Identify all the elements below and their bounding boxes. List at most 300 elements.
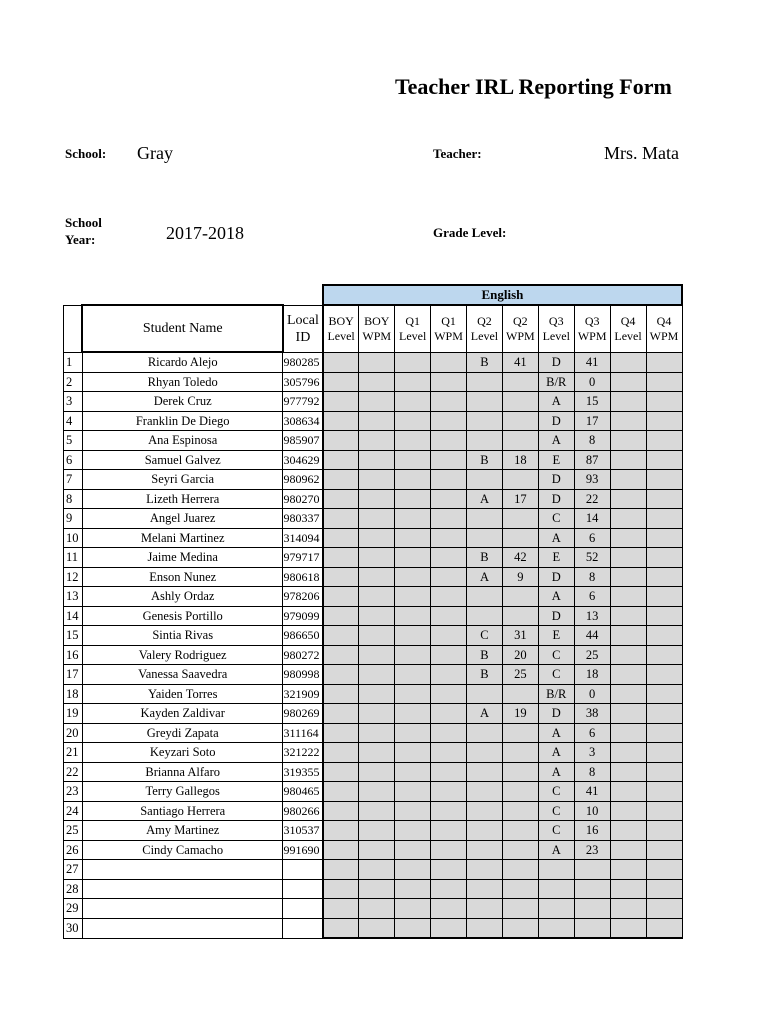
q2-wpm-cell[interactable]: 20 [502,645,538,665]
boy-level-cell[interactable] [323,431,359,451]
q1-wpm-cell[interactable] [431,352,467,372]
q4-level-cell[interactable] [610,509,646,529]
student-name-cell[interactable]: Derek Cruz [82,392,283,412]
q3-wpm-cell[interactable]: 0 [574,684,610,704]
q2-wpm-cell[interactable] [502,372,538,392]
local-id-cell[interactable]: 321909 [283,684,323,704]
q1-wpm-cell[interactable] [431,879,467,899]
q4-wpm-cell[interactable] [646,392,682,412]
student-name-cell[interactable]: Greydi Zapata [82,723,283,743]
boy-wpm-cell[interactable] [359,567,395,587]
student-name-cell[interactable]: Enson Nunez [82,567,283,587]
q4-level-cell[interactable] [610,860,646,880]
q1-level-cell[interactable] [395,489,431,509]
q3-level-cell[interactable]: E [538,626,574,646]
q1-wpm-cell[interactable] [431,567,467,587]
q2-wpm-cell[interactable] [502,918,538,938]
student-name-cell[interactable] [82,899,283,919]
q4-wpm-cell[interactable] [646,899,682,919]
local-id-cell[interactable]: 980618 [283,567,323,587]
q2-level-cell[interactable]: B [467,548,503,568]
q4-level-cell[interactable] [610,548,646,568]
q1-level-cell[interactable] [395,918,431,938]
q1-wpm-cell[interactable] [431,489,467,509]
q2-level-cell[interactable] [467,411,503,431]
q4-wpm-cell[interactable] [646,918,682,938]
q2-level-cell[interactable] [467,528,503,548]
boy-wpm-cell[interactable] [359,743,395,763]
q1-wpm-cell[interactable] [431,860,467,880]
q4-wpm-cell[interactable] [646,879,682,899]
q2-wpm-cell[interactable] [502,606,538,626]
q1-level-cell[interactable] [395,528,431,548]
q4-wpm-cell[interactable] [646,548,682,568]
q3-level-cell[interactable]: C [538,665,574,685]
q3-wpm-cell[interactable]: 87 [574,450,610,470]
boy-wpm-cell[interactable] [359,470,395,490]
q3-wpm-cell[interactable]: 52 [574,548,610,568]
q2-level-cell[interactable] [467,392,503,412]
boy-level-cell[interactable] [323,801,359,821]
q1-wpm-cell[interactable] [431,470,467,490]
q4-wpm-cell[interactable] [646,704,682,724]
q1-level-cell[interactable] [395,899,431,919]
q2-level-cell[interactable] [467,587,503,607]
q2-level-cell[interactable]: A [467,704,503,724]
q2-wpm-cell[interactable]: 41 [502,352,538,372]
boy-level-cell[interactable] [323,411,359,431]
q1-level-cell[interactable] [395,606,431,626]
q3-wpm-cell[interactable]: 38 [574,704,610,724]
q2-level-cell[interactable] [467,509,503,529]
boy-level-cell[interactable] [323,626,359,646]
student-name-cell[interactable]: Terry Gallegos [82,782,283,802]
boy-wpm-cell[interactable] [359,352,395,372]
q3-level-cell[interactable] [538,879,574,899]
q1-level-cell[interactable] [395,548,431,568]
q2-wpm-cell[interactable] [502,392,538,412]
q3-level-cell[interactable]: B/R [538,372,574,392]
q4-wpm-cell[interactable] [646,606,682,626]
q2-level-cell[interactable] [467,372,503,392]
q4-level-cell[interactable] [610,899,646,919]
q3-level-cell[interactable]: B/R [538,684,574,704]
local-id-cell[interactable]: 321222 [283,743,323,763]
q4-level-cell[interactable] [610,821,646,841]
local-id-cell[interactable]: 980266 [283,801,323,821]
q3-level-cell[interactable]: E [538,548,574,568]
q1-wpm-cell[interactable] [431,509,467,529]
boy-level-cell[interactable] [323,821,359,841]
boy-wpm-cell[interactable] [359,879,395,899]
q2-level-cell[interactable] [467,723,503,743]
q3-level-cell[interactable]: C [538,509,574,529]
q2-level-cell[interactable] [467,431,503,451]
boy-wpm-cell[interactable] [359,860,395,880]
q1-wpm-cell[interactable] [431,450,467,470]
school-value[interactable]: Gray [137,143,173,163]
q4-level-cell[interactable] [610,352,646,372]
q2-wpm-cell[interactable] [502,587,538,607]
q2-level-cell[interactable]: C [467,626,503,646]
q3-level-cell[interactable]: A [538,762,574,782]
boy-level-cell[interactable] [323,567,359,587]
q2-wpm-cell[interactable] [502,743,538,763]
boy-level-cell[interactable] [323,645,359,665]
q1-level-cell[interactable] [395,743,431,763]
q3-wpm-cell[interactable]: 10 [574,801,610,821]
boy-wpm-cell[interactable] [359,684,395,704]
q4-level-cell[interactable] [610,431,646,451]
q2-level-cell[interactable] [467,899,503,919]
q3-wpm-cell[interactable]: 6 [574,587,610,607]
q1-level-cell[interactable] [395,879,431,899]
boy-level-cell[interactable] [323,918,359,938]
boy-level-cell[interactable] [323,392,359,412]
student-name-cell[interactable] [82,918,283,938]
boy-wpm-cell[interactable] [359,704,395,724]
boy-wpm-cell[interactable] [359,450,395,470]
q4-wpm-cell[interactable] [646,411,682,431]
q1-level-cell[interactable] [395,860,431,880]
boy-level-cell[interactable] [323,743,359,763]
q1-level-cell[interactable] [395,470,431,490]
boy-wpm-cell[interactable] [359,372,395,392]
student-name-cell[interactable]: Lizeth Herrera [82,489,283,509]
local-id-cell[interactable]: 980272 [283,645,323,665]
q4-level-cell[interactable] [610,704,646,724]
q4-wpm-cell[interactable] [646,645,682,665]
q1-level-cell[interactable] [395,821,431,841]
q1-level-cell[interactable] [395,567,431,587]
student-name-cell[interactable]: Keyzari Soto [82,743,283,763]
q2-wpm-cell[interactable]: 19 [502,704,538,724]
student-name-cell[interactable]: Santiago Herrera [82,801,283,821]
q2-wpm-cell[interactable] [502,840,538,860]
q2-wpm-cell[interactable] [502,801,538,821]
q3-level-cell[interactable]: A [538,840,574,860]
local-id-cell[interactable]: 310537 [283,821,323,841]
school-year-value[interactable]: 2017-2018 [166,223,244,243]
q3-wpm-cell[interactable]: 6 [574,723,610,743]
q4-level-cell[interactable] [610,567,646,587]
q3-wpm-cell[interactable]: 41 [574,782,610,802]
local-id-cell[interactable]: 980337 [283,509,323,529]
q1-wpm-cell[interactable] [431,411,467,431]
q1-level-cell[interactable] [395,392,431,412]
boy-wpm-cell[interactable] [359,489,395,509]
q2-wpm-cell[interactable] [502,528,538,548]
q3-level-cell[interactable] [538,899,574,919]
student-name-cell[interactable]: Ana Espinosa [82,431,283,451]
q2-level-cell[interactable]: B [467,352,503,372]
student-name-cell[interactable]: Amy Martinez [82,821,283,841]
q1-wpm-cell[interactable] [431,743,467,763]
q4-wpm-cell[interactable] [646,352,682,372]
q1-wpm-cell[interactable] [431,606,467,626]
local-id-cell[interactable]: 314094 [283,528,323,548]
q3-level-cell[interactable]: A [538,587,574,607]
local-id-cell[interactable]: 980269 [283,704,323,724]
q3-wpm-cell[interactable]: 25 [574,645,610,665]
student-name-cell[interactable]: Sintia Rivas [82,626,283,646]
boy-wpm-cell[interactable] [359,723,395,743]
q1-level-cell[interactable] [395,587,431,607]
local-id-cell[interactable]: 991690 [283,840,323,860]
local-id-cell[interactable]: 979099 [283,606,323,626]
q2-level-cell[interactable]: B [467,645,503,665]
q2-level-cell[interactable] [467,684,503,704]
q3-wpm-cell[interactable]: 93 [574,470,610,490]
q3-wpm-cell[interactable]: 8 [574,762,610,782]
boy-level-cell[interactable] [323,528,359,548]
q2-level-cell[interactable] [467,762,503,782]
q3-wpm-cell[interactable] [574,860,610,880]
q4-level-cell[interactable] [610,723,646,743]
q1-level-cell[interactable] [395,801,431,821]
boy-level-cell[interactable] [323,509,359,529]
boy-wpm-cell[interactable] [359,606,395,626]
student-name-cell[interactable] [82,879,283,899]
q3-wpm-cell[interactable]: 22 [574,489,610,509]
q2-wpm-cell[interactable] [502,470,538,490]
q1-level-cell[interactable] [395,411,431,431]
q3-wpm-cell[interactable] [574,918,610,938]
q4-wpm-cell[interactable] [646,782,682,802]
q4-wpm-cell[interactable] [646,489,682,509]
student-name-cell[interactable]: Genesis Portillo [82,606,283,626]
student-name-cell[interactable]: Franklin De Diego [82,411,283,431]
q3-wpm-cell[interactable]: 41 [574,352,610,372]
boy-wpm-cell[interactable] [359,509,395,529]
student-name-cell[interactable]: Brianna Alfaro [82,762,283,782]
q4-level-cell[interactable] [610,411,646,431]
boy-level-cell[interactable] [323,587,359,607]
boy-level-cell[interactable] [323,840,359,860]
local-id-cell[interactable]: 305796 [283,372,323,392]
q2-level-cell[interactable] [467,840,503,860]
q2-level-cell[interactable] [467,879,503,899]
q3-level-cell[interactable]: D [538,352,574,372]
q4-wpm-cell[interactable] [646,840,682,860]
q4-level-cell[interactable] [610,645,646,665]
local-id-cell[interactable] [283,899,323,919]
boy-level-cell[interactable] [323,879,359,899]
q1-wpm-cell[interactable] [431,645,467,665]
boy-wpm-cell[interactable] [359,626,395,646]
q1-wpm-cell[interactable] [431,840,467,860]
boy-level-cell[interactable] [323,860,359,880]
q2-wpm-cell[interactable]: 42 [502,548,538,568]
q1-wpm-cell[interactable] [431,587,467,607]
q1-level-cell[interactable] [395,509,431,529]
q4-wpm-cell[interactable] [646,723,682,743]
q2-level-cell[interactable] [467,918,503,938]
q4-wpm-cell[interactable] [646,743,682,763]
q4-level-cell[interactable] [610,587,646,607]
q3-level-cell[interactable]: D [538,489,574,509]
q1-wpm-cell[interactable] [431,548,467,568]
boy-wpm-cell[interactable] [359,431,395,451]
boy-level-cell[interactable] [323,606,359,626]
q1-wpm-cell[interactable] [431,684,467,704]
q4-wpm-cell[interactable] [646,801,682,821]
q4-wpm-cell[interactable] [646,450,682,470]
boy-wpm-cell[interactable] [359,899,395,919]
q1-wpm-cell[interactable] [431,762,467,782]
boy-wpm-cell[interactable] [359,918,395,938]
q4-level-cell[interactable] [610,450,646,470]
q2-wpm-cell[interactable] [502,762,538,782]
q3-level-cell[interactable]: A [538,431,574,451]
boy-level-cell[interactable] [323,352,359,372]
local-id-cell[interactable]: 319355 [283,762,323,782]
q1-wpm-cell[interactable] [431,899,467,919]
q3-level-cell[interactable]: D [538,411,574,431]
local-id-cell[interactable]: 985907 [283,431,323,451]
boy-level-cell[interactable] [323,704,359,724]
q4-wpm-cell[interactable] [646,587,682,607]
q1-wpm-cell[interactable] [431,918,467,938]
q4-level-cell[interactable] [610,743,646,763]
q1-wpm-cell[interactable] [431,528,467,548]
q1-level-cell[interactable] [395,626,431,646]
boy-wpm-cell[interactable] [359,411,395,431]
boy-level-cell[interactable] [323,665,359,685]
q3-wpm-cell[interactable]: 23 [574,840,610,860]
q3-level-cell[interactable]: C [538,782,574,802]
q3-level-cell[interactable]: C [538,821,574,841]
local-id-cell[interactable]: 308634 [283,411,323,431]
boy-wpm-cell[interactable] [359,392,395,412]
q3-wpm-cell[interactable] [574,899,610,919]
q3-level-cell[interactable]: A [538,392,574,412]
q1-level-cell[interactable] [395,372,431,392]
q2-level-cell[interactable]: B [467,665,503,685]
q2-level-cell[interactable] [467,606,503,626]
boy-wpm-cell[interactable] [359,762,395,782]
q1-level-cell[interactable] [395,704,431,724]
boy-level-cell[interactable] [323,548,359,568]
q2-wpm-cell[interactable] [502,684,538,704]
boy-wpm-cell[interactable] [359,645,395,665]
q2-level-cell[interactable]: A [467,489,503,509]
q3-wpm-cell[interactable]: 15 [574,392,610,412]
local-id-cell[interactable]: 979717 [283,548,323,568]
local-id-cell[interactable] [283,860,323,880]
q4-level-cell[interactable] [610,840,646,860]
q4-wpm-cell[interactable] [646,626,682,646]
q3-wpm-cell[interactable]: 3 [574,743,610,763]
boy-wpm-cell[interactable] [359,821,395,841]
q2-level-cell[interactable] [467,860,503,880]
local-id-cell[interactable]: 980270 [283,489,323,509]
boy-level-cell[interactable] [323,470,359,490]
q4-wpm-cell[interactable] [646,762,682,782]
q3-level-cell[interactable]: A [538,723,574,743]
q4-level-cell[interactable] [610,762,646,782]
local-id-cell[interactable]: 980465 [283,782,323,802]
local-id-cell[interactable]: 304629 [283,450,323,470]
q3-wpm-cell[interactable]: 18 [574,665,610,685]
q3-wpm-cell[interactable]: 8 [574,431,610,451]
q3-wpm-cell[interactable]: 16 [574,821,610,841]
local-id-cell[interactable] [283,879,323,899]
local-id-cell[interactable]: 986650 [283,626,323,646]
q4-level-cell[interactable] [610,528,646,548]
q3-level-cell[interactable]: C [538,801,574,821]
boy-wpm-cell[interactable] [359,801,395,821]
q3-level-cell[interactable]: E [538,450,574,470]
boy-level-cell[interactable] [323,684,359,704]
q2-level-cell[interactable] [467,743,503,763]
q4-level-cell[interactable] [610,665,646,685]
q3-wpm-cell[interactable]: 8 [574,567,610,587]
q4-level-cell[interactable] [610,626,646,646]
student-name-cell[interactable]: Cindy Camacho [82,840,283,860]
boy-level-cell[interactable] [323,450,359,470]
q2-level-cell[interactable] [467,470,503,490]
boy-level-cell[interactable] [323,372,359,392]
q2-level-cell[interactable] [467,821,503,841]
q3-level-cell[interactable]: C [538,645,574,665]
q4-level-cell[interactable] [610,684,646,704]
q4-wpm-cell[interactable] [646,821,682,841]
student-name-cell[interactable]: Kayden Zaldivar [82,704,283,724]
boy-wpm-cell[interactable] [359,528,395,548]
boy-wpm-cell[interactable] [359,548,395,568]
q4-level-cell[interactable] [610,470,646,490]
q2-wpm-cell[interactable] [502,431,538,451]
q3-level-cell[interactable] [538,860,574,880]
boy-level-cell[interactable] [323,782,359,802]
q1-level-cell[interactable] [395,840,431,860]
q2-wpm-cell[interactable] [502,782,538,802]
boy-wpm-cell[interactable] [359,587,395,607]
q3-level-cell[interactable]: D [538,567,574,587]
boy-level-cell[interactable] [323,899,359,919]
boy-level-cell[interactable] [323,762,359,782]
student-name-cell[interactable]: Melani Martinez [82,528,283,548]
q2-wpm-cell[interactable] [502,860,538,880]
q2-wpm-cell[interactable] [502,899,538,919]
q2-wpm-cell[interactable]: 17 [502,489,538,509]
q3-wpm-cell[interactable]: 0 [574,372,610,392]
q1-level-cell[interactable] [395,723,431,743]
q4-level-cell[interactable] [610,782,646,802]
q1-level-cell[interactable] [395,684,431,704]
q2-wpm-cell[interactable]: 31 [502,626,538,646]
q1-wpm-cell[interactable] [431,821,467,841]
local-id-cell[interactable]: 977792 [283,392,323,412]
student-name-cell[interactable]: Vanessa Saavedra [82,665,283,685]
q4-level-cell[interactable] [610,918,646,938]
q2-wpm-cell[interactable]: 25 [502,665,538,685]
boy-level-cell[interactable] [323,489,359,509]
q4-level-cell[interactable] [610,801,646,821]
q4-wpm-cell[interactable] [646,431,682,451]
q1-level-cell[interactable] [395,665,431,685]
student-name-cell[interactable]: Seyri Garcia [82,470,283,490]
q4-wpm-cell[interactable] [646,860,682,880]
q1-wpm-cell[interactable] [431,372,467,392]
q1-wpm-cell[interactable] [431,704,467,724]
q2-level-cell[interactable] [467,801,503,821]
q1-level-cell[interactable] [395,645,431,665]
q4-wpm-cell[interactable] [646,509,682,529]
q4-wpm-cell[interactable] [646,567,682,587]
q4-level-cell[interactable] [610,489,646,509]
